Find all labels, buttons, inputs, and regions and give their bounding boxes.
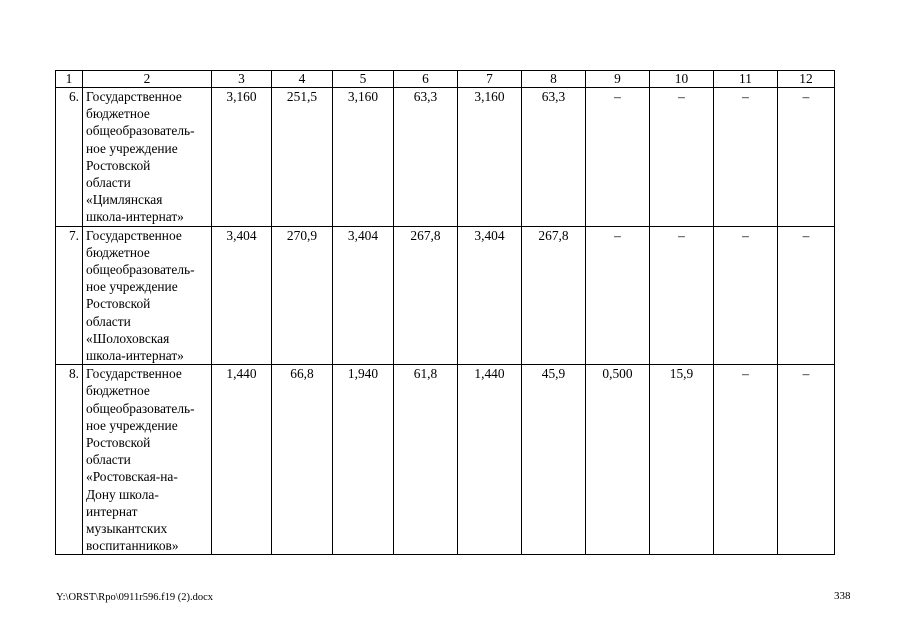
institution-name-line: Государственное (86, 366, 182, 382)
table-row (56, 365, 835, 555)
value-cell-col-6: 61,8 (394, 365, 458, 555)
row-number: 7. (56, 226, 83, 365)
value-cell-col-4: 251,5 (272, 88, 333, 227)
value-cell-col-3: 1,440 (212, 365, 272, 555)
header-cell-4: 4 (272, 71, 333, 88)
value-cell-col-8: 267,8 (522, 226, 586, 365)
institution-name-line: общеобразователь- (86, 262, 195, 278)
institution-name-line: ное учреждение (86, 140, 178, 156)
value-cell-col-3: 3,404 (212, 226, 272, 365)
institution-name-line: Ростовской (86, 296, 151, 312)
header-row (56, 71, 835, 88)
institution-name (83, 88, 212, 227)
institution-name-line: воспитанников» (86, 538, 179, 554)
header-cell-10: 10 (650, 71, 714, 88)
value-cell-col-7: 3,404 (458, 226, 522, 365)
institution-name-line: Дону школа- (86, 486, 159, 502)
institution-name-line: «Шолоховская (86, 330, 170, 346)
institution-name-line: бюджетное (86, 106, 150, 122)
header-cell-11: 11 (714, 71, 778, 88)
value-cell-col-12: – (778, 365, 835, 555)
value-cell-col-10: – (650, 226, 714, 365)
header-cell-9: 9 (586, 71, 650, 88)
institution-name-line: школа-интернат» (86, 209, 184, 225)
value-cell-col-4: 66,8 (272, 365, 333, 555)
value-cell-col-10: 15,9 (650, 365, 714, 555)
institution-name-line: области (86, 452, 131, 468)
table-row (56, 88, 835, 227)
value-cell-col-12: – (778, 226, 835, 365)
institution-name-line: «Цимлянская (86, 192, 163, 208)
value-cell-col-8: 45,9 (522, 365, 586, 555)
institution-name-line: Ростовской (86, 157, 151, 173)
row-number: 6. (56, 88, 83, 227)
institution-name-line: интернат (86, 503, 138, 519)
value-cell-col-7: 1,440 (458, 365, 522, 555)
institution-name (83, 365, 212, 555)
value-cell-col-5: 3,160 (333, 88, 394, 227)
institution-name-line: ное учреждение (86, 279, 178, 295)
value-cell-col-11: – (714, 365, 778, 555)
value-cell-col-4: 270,9 (272, 226, 333, 365)
value-cell-col-11: – (714, 226, 778, 365)
header-cell-2: 2 (83, 71, 212, 88)
footer-file-path: Y:\ORST\Rpo\0911r596.f19 (2).docx (56, 592, 214, 603)
value-cell-col-12: – (778, 88, 835, 227)
value-cell-col-5: 3,404 (333, 226, 394, 365)
institution-name-line: «Ростовская-на- (86, 469, 178, 485)
institution-name-line: ное учреждение (86, 417, 178, 433)
institution-name-line: школа-интернат» (86, 348, 184, 364)
header-cell-5: 5 (333, 71, 394, 88)
institution-name-line: области (86, 175, 131, 191)
institution-name-line: общеобразователь- (86, 400, 195, 416)
table-row (56, 226, 835, 365)
institution-name-line: Государственное (86, 227, 182, 243)
page-number: 338 (834, 590, 851, 602)
header-cell-6: 6 (394, 71, 458, 88)
value-cell-col-9: – (586, 226, 650, 365)
value-cell-col-11: – (714, 88, 778, 227)
value-cell-col-6: 63,3 (394, 88, 458, 227)
institution-name (83, 226, 212, 365)
row-number: 8. (56, 365, 83, 555)
institution-name-line: Ростовской (86, 435, 151, 451)
institution-name-line: бюджетное (86, 383, 150, 399)
institution-name-line: Государственное (86, 89, 182, 104)
institution-name-line: музыкантских (86, 521, 168, 537)
data-table (55, 70, 835, 555)
header-cell-8: 8 (522, 71, 586, 88)
table-body (56, 88, 835, 555)
header-cell-1: 1 (56, 71, 83, 88)
value-cell-col-7: 3,160 (458, 88, 522, 227)
value-cell-col-10: – (650, 88, 714, 227)
value-cell-col-5: 1,940 (333, 365, 394, 555)
institution-name-line: бюджетное (86, 244, 150, 260)
value-cell-col-6: 267,8 (394, 226, 458, 365)
header-cell-3: 3 (212, 71, 272, 88)
header-cell-12: 12 (778, 71, 835, 88)
institution-name-line: общеобразователь- (86, 123, 195, 139)
value-cell-col-9: 0,500 (586, 365, 650, 555)
value-cell-col-8: 63,3 (522, 88, 586, 227)
institution-name-line: области (86, 313, 131, 329)
value-cell-col-3: 3,160 (212, 88, 272, 227)
header-cell-7: 7 (458, 71, 522, 88)
value-cell-col-9: – (586, 88, 650, 227)
